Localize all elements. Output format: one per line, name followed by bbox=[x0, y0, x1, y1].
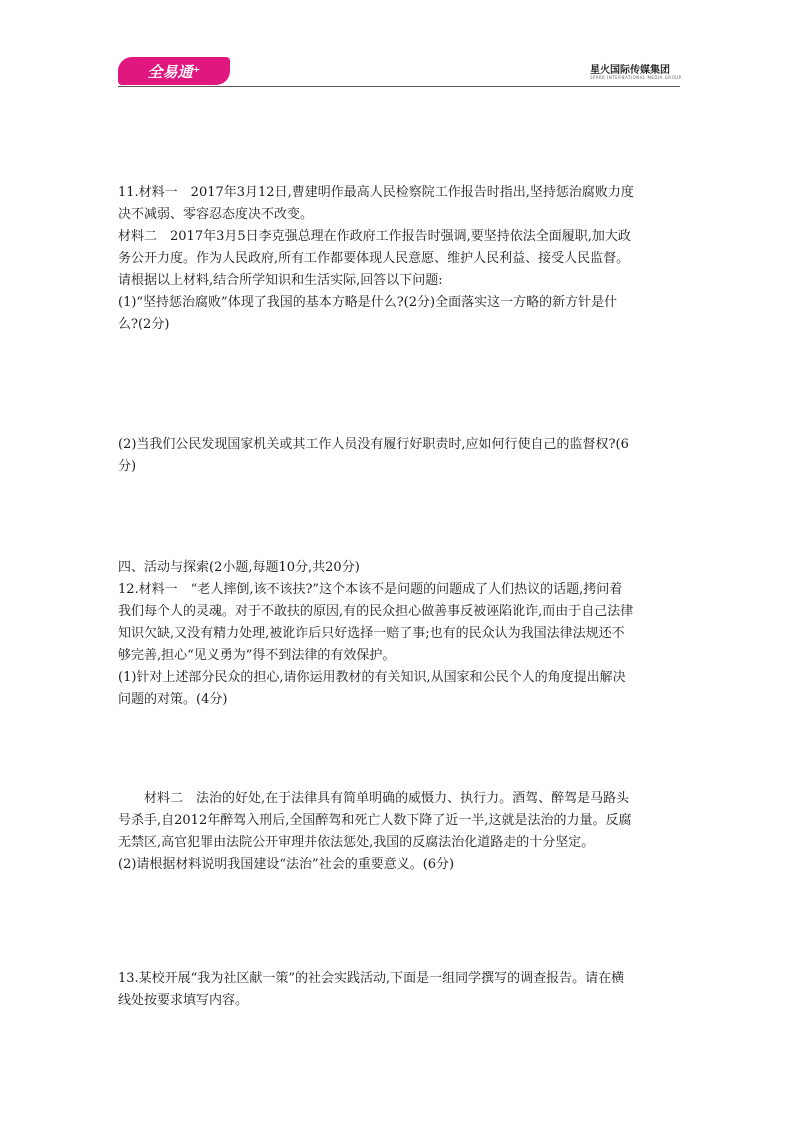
q12-line: 12.材料一 “老人摔倒,该不该扶?”这个本该不是问题的问题成了人们热议的话题,拷问着 bbox=[118, 582, 623, 597]
logo: 全易通⁺ bbox=[118, 57, 230, 85]
q12-m2-line: 号杀手,自2012年醉驾入刑后,全国醉驾和死亡人数下降了近一半,这就是法治的力量。反腐 bbox=[118, 813, 632, 828]
q12-m2-line: 材料二 法治的好处,在于法律具有简单明确的威慑力、执行力。酒驾、醉驾是马路头 bbox=[144, 791, 630, 806]
q12-line: 知识欠缺,又没有精力处理,被讹诈后只好选择一赔了事;也有的民众认为我国法律法规还不 bbox=[118, 626, 625, 641]
question-11-part-2 bbox=[118, 434, 688, 478]
question-12 bbox=[118, 579, 688, 711]
q12-m2-line: 无禁区,高官犯罪由法院公开审理并依法惩处,我国的反腐法治化道路走的十分坚定。 bbox=[118, 835, 595, 850]
question-11 bbox=[118, 182, 688, 336]
q11-line: 么?(2分) bbox=[118, 317, 170, 332]
q11-2-line: (2)当我们公民发现国家机关或其工作人员没有履行好职责时,应如何行使自己的监督权?(6 bbox=[118, 437, 629, 452]
q11-line: 材料二 2017年3月5日李克强总理在作政府工作报告时强调,要坚持依法全面履职,加大政 bbox=[118, 229, 631, 244]
q13-line: 13.某校开展“我为社区献一策”的社会实践活动,下面是一组同学撰写的调查报告。请在横 bbox=[118, 971, 625, 986]
section-title: 四、活动与探索(2小题,每题10分,共20分) bbox=[118, 560, 360, 575]
q11-2-line: 分) bbox=[118, 459, 137, 474]
q13-line: 线处按要求填写内容。 bbox=[118, 993, 249, 1008]
brand-name: 星火国际传媒集团 bbox=[590, 65, 670, 76]
q12-m2-line: (2)请根据材料说明我国建设“法治”社会的重要意义。(6分) bbox=[118, 857, 455, 872]
page-header bbox=[0, 0, 800, 100]
section-4-title bbox=[118, 557, 688, 579]
q11-line: 务公开力度。作为人民政府,所有工作都要体现人民意愿、维护人民利益、接受人民监督。 bbox=[118, 251, 630, 266]
q11-line: 请根据以上材料,结合所学知识和生活实际,回答以下问题: bbox=[118, 273, 443, 288]
q12-line: (1)针对上述部分民众的担心,请你运用教材的有关知识,从国家和公民个人的角度提出解决 bbox=[118, 670, 626, 685]
brand-subtitle: SPARK INTERNATIONAL MEDIA GROUP bbox=[590, 75, 682, 80]
q11-line: 决不减弱、零容忍态度决不改变。 bbox=[118, 207, 314, 222]
q12-line: 够完善,担心“见义勇为”得不到法律的有效保护。 bbox=[118, 648, 396, 663]
question-13 bbox=[118, 968, 688, 1012]
q11-line: (1)“坚持惩治腐败”体现了我国的基本方略是什么?(2分)全面落实这一方略的新方针是什 bbox=[118, 295, 618, 310]
q12-line: 我们每个人的灵魂。对于不敢扶的原因,有的民众担心做善事反被诬陷讹诈,而由于自己法律 bbox=[118, 604, 634, 619]
header-divider bbox=[118, 86, 680, 87]
q12-line: 问题的对策。(4分) bbox=[118, 692, 228, 707]
q11-line: 11.材料一 2017年3月12日,曹建明作最高人民检察院工作报告时指出,坚持惩治腐败力度 bbox=[118, 185, 634, 200]
question-12-material-2 bbox=[118, 788, 688, 876]
